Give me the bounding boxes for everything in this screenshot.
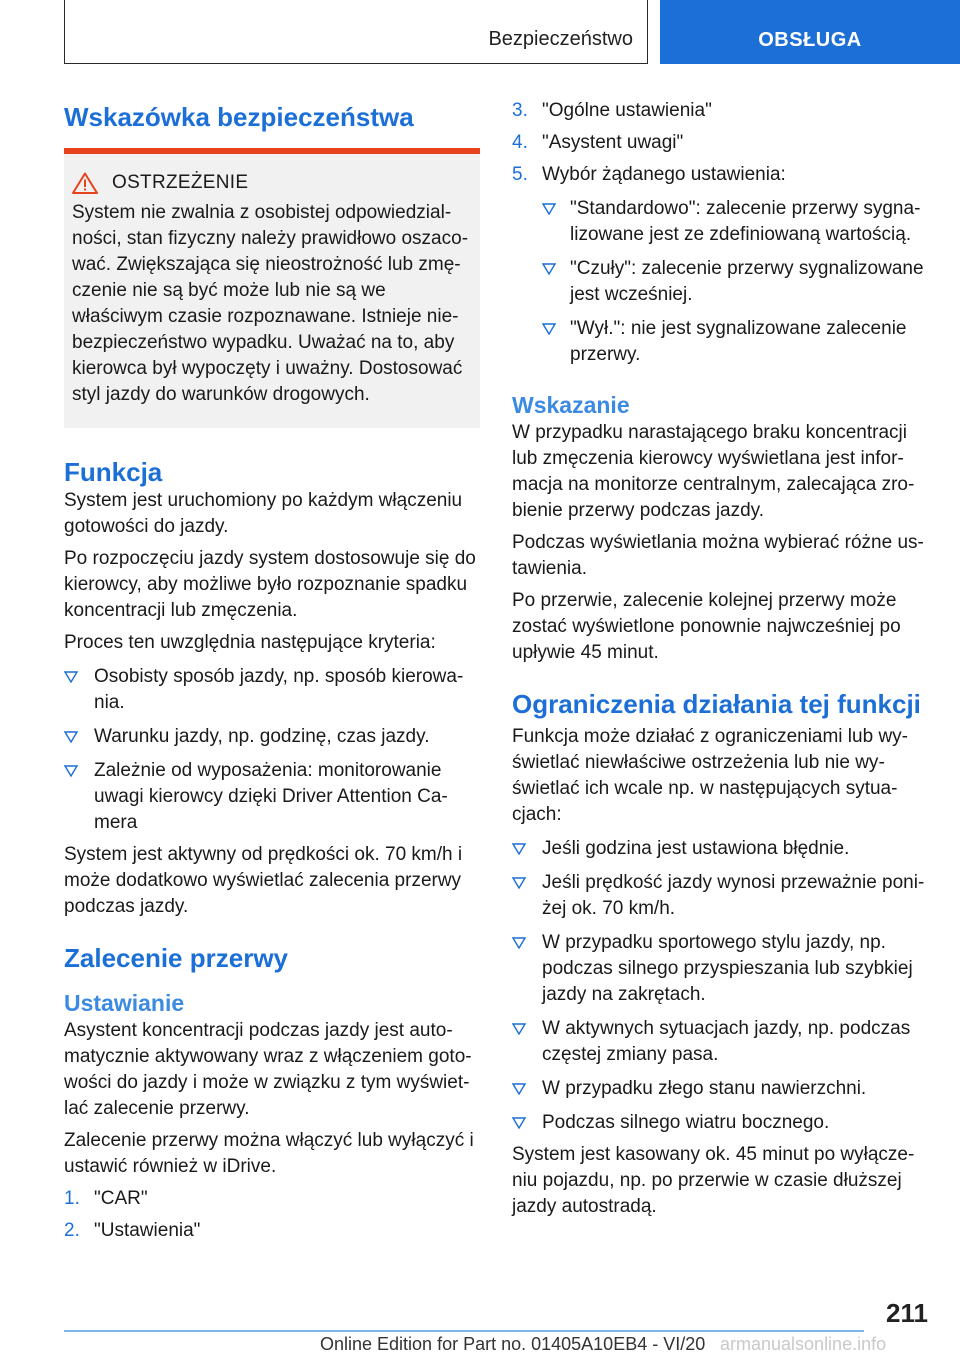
list-item — [64, 1186, 480, 1212]
list-item-text: "Czuły": zalecenie przerwy sygnalizowane jest wcześniej. — [570, 258, 924, 305]
triangle-bullet-icon — [512, 1083, 526, 1095]
triangle-bullet-icon — [512, 1023, 526, 1035]
step-text: "Ogólne ustawienia" — [542, 100, 712, 121]
triangle-bullet-icon — [64, 731, 78, 743]
page-title: Wskazówka bezpieczeństwa — [64, 102, 414, 132]
list-item — [512, 162, 928, 188]
step-number: 5. — [512, 164, 528, 185]
header-tab-label: OBSŁUGA — [758, 29, 862, 51]
footer-edition: Online Edition for Part no. 01405A10EB4 - VI/20 — [320, 1334, 706, 1354]
criteria-list — [64, 664, 480, 836]
triangle-bullet-icon — [542, 323, 556, 335]
header-section-title: Bezpieczeństwo — [488, 28, 633, 50]
funkcja-paragraph-2: Po rozpoczęciu jazdy system dostosowuje się do kierowcy, aby możliwe było rozpoznanie spadku koncentracji lub zmęczenia. — [64, 548, 476, 621]
steps-list-left — [64, 1186, 480, 1244]
warning-label: OSTRZEŻENIE — [112, 172, 249, 193]
steps-list-right — [512, 98, 928, 188]
header-section-box — [64, 0, 648, 64]
step-text: "Ustawienia" — [94, 1220, 201, 1241]
list-item — [512, 316, 928, 368]
step-text: Wybór żądanego ustawienia: — [542, 164, 786, 185]
list-item — [512, 196, 928, 248]
ograniczenia-paragraph-1: Funkcja może działać z ograniczeniami lub wyświetlać niewłaściwe ostrzeżenia lub nie wyświetlać ich wcale np. w następujących sytuacjach: — [512, 726, 908, 825]
wskazanie-paragraph-2: Podczas wyświetlania można wybierać różne ustawienia. — [512, 532, 924, 579]
warning-box — [64, 148, 480, 428]
step-number: 3. — [512, 100, 528, 121]
zalecenie-paragraph-2: Zalecenie przerwy można włączyć lub wyłączyć i ustawić również w iDrive. — [64, 1130, 474, 1177]
list-item-text: W przypadku sportowego stylu jazdy, np. podczas silnego przyspieszania lub szybkiej jazdy na zakrętach. — [542, 932, 913, 1005]
triangle-bullet-icon — [512, 877, 526, 889]
list-item — [512, 836, 928, 862]
step-number: 2. — [64, 1220, 80, 1241]
zalecenie-paragraph-1: Asystent koncentracji podczas jazdy jest automatycznie aktywowany wraz z włączeniem gotowości do jazdy i może w związku z tym wyświetlać zalecenie przerwy. — [64, 1020, 472, 1119]
ograniczenia-paragraph-2: System jest kasowany ok. 45 minut po wyłączeniu pojazdu, np. po przerwie w czasie dłuższej jazdy autostradą. — [512, 1144, 915, 1217]
list-item-text: W aktywnych sytuacjach jazdy, np. podczas częstej zmiany pasa. — [542, 1018, 911, 1065]
limitations-list — [512, 836, 928, 1136]
list-item — [512, 256, 928, 308]
wskazanie-paragraph-3: Po przerwie, zalecenie kolejnej przerwy może zostać wyświetlone ponownie najwcześniej po upływie 45 minut. — [512, 590, 901, 663]
list-item-text: Jeśli godzina jest ustawiona błędnie. — [542, 838, 850, 859]
triangle-bullet-icon — [512, 937, 526, 949]
triangle-bullet-icon — [542, 263, 556, 275]
list-item — [512, 130, 928, 156]
list-item — [64, 724, 480, 750]
triangle-bullet-icon — [542, 203, 556, 215]
list-item-text: "Standardowo": zalecenie przerwy sygnalizowane jest ze zdefiniowaną wartością. — [570, 198, 921, 245]
list-item — [512, 930, 928, 1008]
list-item-text: Jeśli prędkość jazdy wynosi przeważnie poniżej ok. 70 km/h. — [542, 872, 925, 919]
list-item-text: W przypadku złego stanu nawierzchni. — [542, 1078, 867, 1099]
list-item-text: Zależnie od wyposażenia: monitorowanie uwagi kierowcy dzięki Driver Attention Camera — [94, 760, 448, 833]
wskazanie-paragraph-1: W przypadku narastającego braku koncentracji lub zmęczenia kierowcy wyświetlana jest informacja na monitorze centralnym, zalecająca zrobienie przerwy podczas jazdy. — [512, 422, 915, 521]
list-item-text: Osobisty sposób jazdy, np. sposób kierowania. — [94, 666, 464, 713]
footer-watermark: armanualsonline.info — [720, 1334, 887, 1354]
step-text: "CAR" — [94, 1188, 148, 1209]
step-number: 1. — [64, 1188, 80, 1209]
list-item — [512, 1016, 928, 1068]
subheading-wskazanie: Wskazanie — [512, 392, 630, 418]
step-text: "Asystent uwagi" — [542, 132, 684, 153]
left-column — [64, 92, 480, 1244]
options-list — [512, 196, 928, 368]
list-item — [512, 1110, 928, 1136]
triangle-bullet-icon — [64, 671, 78, 683]
page-number: 211 — [886, 1298, 928, 1328]
list-item-text: Podczas silnego wiatru bocznego. — [542, 1112, 830, 1133]
list-item — [64, 1218, 480, 1244]
list-item — [64, 758, 480, 836]
list-item — [512, 1076, 928, 1102]
heading-zalecenie: Zalecenie przerwy — [64, 943, 288, 973]
funkcja-paragraph-4: System jest aktywny od prędkości ok. 70 km/h i może dodatkowo wyświetlać zalecenia przerwy podczas jazdy. — [64, 844, 463, 917]
triangle-bullet-icon — [512, 843, 526, 855]
heading-funkcja: Funkcja — [64, 457, 163, 487]
step-number: 4. — [512, 132, 528, 153]
list-item-text: Warunku jazdy, np. godzinę, czas jazdy. — [94, 726, 430, 747]
subheading-ustawianie: Ustawianie — [64, 990, 185, 1016]
heading-ograniczenia: Ograniczenia działania tej funkcji — [512, 689, 921, 719]
funkcja-paragraph-1: System jest uruchomiony po każdym włączeniu gotowości do jazdy. — [64, 490, 463, 537]
header-tab — [660, 0, 960, 64]
list-item — [512, 870, 928, 922]
warning-triangle-icon — [72, 172, 98, 194]
warning-header — [72, 172, 472, 194]
triangle-bullet-icon — [512, 1117, 526, 1129]
list-item — [512, 98, 928, 124]
triangle-bullet-icon — [64, 765, 78, 777]
funkcja-paragraph-3: Proces ten uwzględnia następujące kryteria: — [64, 632, 436, 653]
footer-divider — [64, 1330, 864, 1332]
warning-text: System nie zwalnia z osobistej odpowiedzialności, stan fizyczny należy prawidłowo oszacować. Zwiększająca się nieostrożność lub zmęczenie nie są być może lub nie są we właściwym czasie rozpoznawane. Istnieje niebezpieczeństwo wypadku. Uważać na to, aby kierowca był wypoczęty i uważny. Dostosować styl jazdy do warunków drogowych. — [72, 202, 469, 405]
list-item — [64, 664, 480, 716]
right-column — [512, 92, 928, 1220]
list-item-text: "Wył.": nie jest sygnalizowane zalecenie przerwy. — [570, 318, 907, 365]
